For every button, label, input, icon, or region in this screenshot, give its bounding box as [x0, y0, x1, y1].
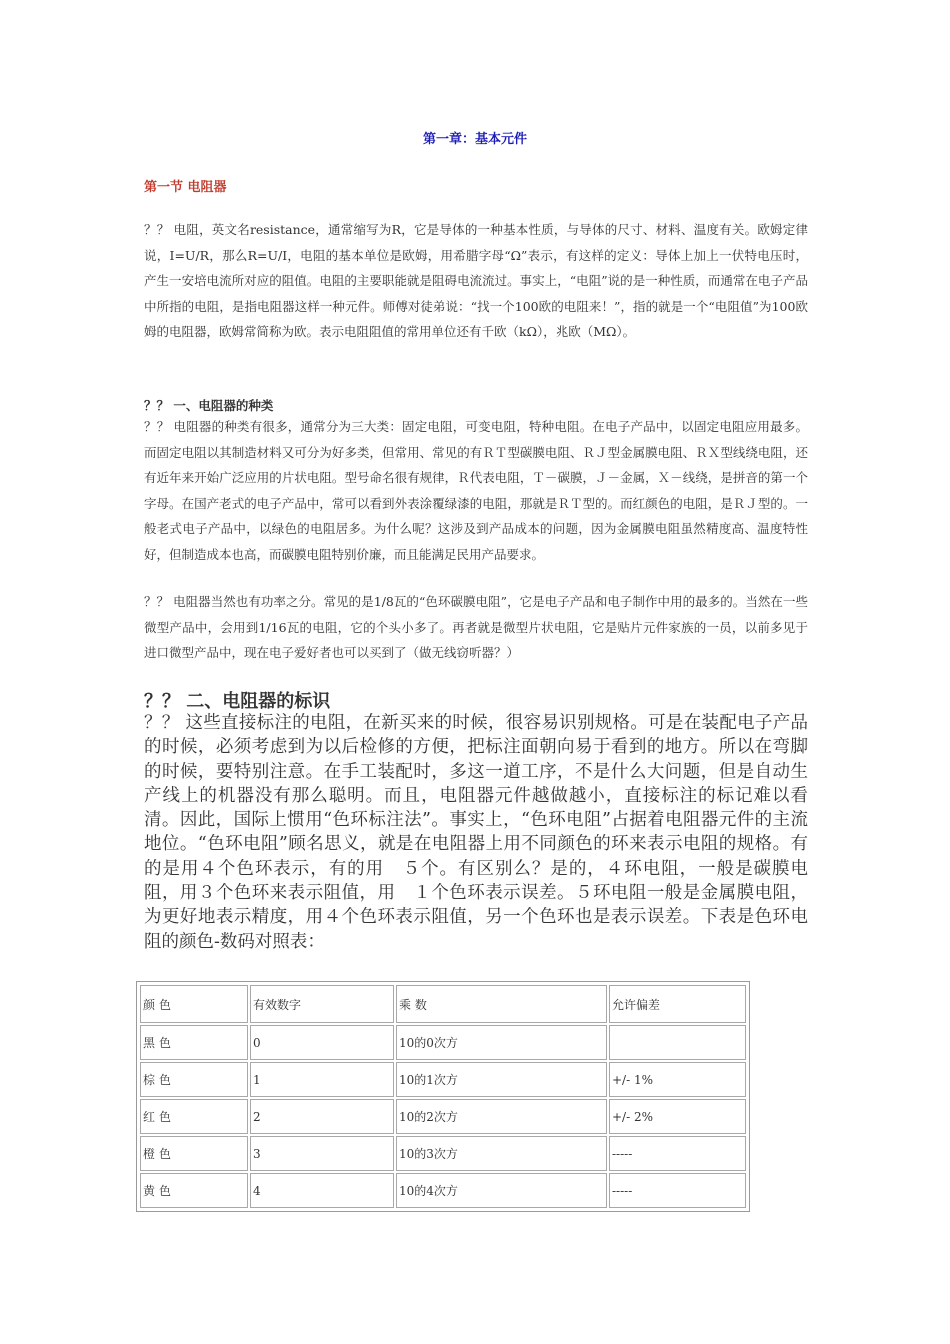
cell-color: 黑 色 [140, 1025, 248, 1060]
cell-color: 橙 色 [140, 1136, 248, 1171]
table-row [140, 1136, 746, 1171]
cell-multiplier: 10的3次方 [396, 1136, 607, 1171]
cell-digit: 4 [250, 1173, 394, 1208]
header-multiplier: 乘 数 [396, 985, 607, 1023]
table-header-row [140, 985, 746, 1023]
cell-multiplier: 10的1次方 [396, 1062, 607, 1097]
cell-multiplier: 10的2次方 [396, 1099, 607, 1134]
header-color: 颜 色 [140, 985, 248, 1023]
subsection-heading-types: ？？ 一、电阻器的种类 [144, 398, 274, 413]
chapter-title: 第一章：基本元件 [422, 132, 527, 147]
cell-tolerance: ----- [609, 1173, 746, 1208]
table-row [140, 1099, 746, 1134]
cell-tolerance: ----- [609, 1136, 746, 1171]
header-digit: 有效数字 [250, 985, 394, 1023]
cell-color: 黄 色 [140, 1173, 248, 1208]
header-tolerance: 允许偏差 [609, 985, 746, 1023]
intro-paragraph: ？？ 电阻，英文名resistance，通常缩写为R，它是导体的一种基本性质，与导体的尺寸、材料、温度有关。欧姆定律说，I=U/R，那么R=U/I，电阻的基本单位是欧姆，用希腊字母“Ω”表示，有这样的定义：导体上加上一伏特电压时，产生一安培电流所对应的阻值。电阻的主要职能就是阻碍电流流过。事实上，“电阻”说的是一种性质，而通常在电子产品中所指的电阻，是指电阻器这样一种元件。师傅对徒弟说：“找一个100欧的电阻来！”，指的就是一个“电阻值”为100欧姆的电阻器，欧姆常简称为欧。表示电阻阻值的常用单位还有千欧（kΩ），兆欧（MΩ）。 [144, 222, 808, 339]
table-row [140, 1062, 746, 1097]
types-paragraph-1: ？？ 电阻器的种类有很多，通常分为三大类：固定电阻，可变电阻，特种电阻。在电子产品中，以固定电阻应用最多。而固定电阻以其制造材料又可分为好多类，但常用、常见的有ＲＴ型碳膜电阻、ＲＪ型金属膜电阻、ＲＸ型线绕电阻，还有近年来开始广泛应用的片状电阻。型号命名很有规律，Ｒ代表电阻，Ｔ－碳膜，Ｊ－金属，Ｘ－线绕，是拼音的第一个字母。在国产老式的电子产品中，常可以看到外表涂覆绿漆的电阻，那就是ＲＴ型的。而红颜色的电阻，是ＲＪ型的。一般老式电子产品中，以绿色的电阻居多。为什么呢？这涉及到产品成本的问题，因为金属膜电阻虽然精度高、温度特性好，但制造成本也高，而碳膜电阻特别价廉，而且能满足民用产品要求。 [144, 419, 808, 562]
cell-digit: 1 [250, 1062, 394, 1097]
types-paragraph-2: ？？ 电阻器当然也有功率之分。常见的是1/8瓦的“色环碳膜电阻”，它是电子产品和电子制作中用的最多的。当然在一些微型产品中，会用到1/16瓦的电阻，它的个头小多了。再者就是微型片状电阻，它是贴片元件家族的一员，以前多见于进口微型产品中，现在电子爱好者也可以买到了（做无线窃听器？） [144, 594, 808, 660]
cell-digit: 0 [250, 1025, 394, 1060]
section-title: 第一节 电阻器 [144, 180, 227, 195]
cell-color: 棕 色 [140, 1062, 248, 1097]
table-row [140, 1025, 746, 1060]
cell-digit: 2 [250, 1099, 394, 1134]
cell-tolerance [609, 1025, 746, 1060]
table-row [140, 1173, 746, 1208]
color-code-table [136, 981, 750, 1212]
subsection-heading-marking: ？？ 二、电阻器的标识 [144, 691, 331, 712]
cell-multiplier: 10的0次方 [396, 1025, 607, 1060]
cell-tolerance: +/- 2% [609, 1099, 746, 1134]
cell-color: 红 色 [140, 1099, 248, 1134]
cell-multiplier: 10的4次方 [396, 1173, 607, 1208]
cell-tolerance: +/- 1% [609, 1062, 746, 1097]
cell-digit: 3 [250, 1136, 394, 1171]
marking-paragraph: ？？ 这些直接标注的电阻，在新买来的时候，很容易识别规格。可是在装配电子产品的时候，必须考虑到为以后检修的方便，把标注面朝向易于看到的地方。所以在弯脚的时候，要特别注意。在手工装配时，多这一道工序，不是什么大问题，但是自动生产线上的机器没有那么聪明。而且，电阻器元件越做越小，直接标注的标记难以看清。因此，国际上惯用“色环标注法”。事实上，“色环电阻”占据着电阻器元件的主流地位。“色环电阻”顾名思义，就是在电阻器上用不同颜色的环来表示电阻的规格。有的是用４个色环表示，有的用 ５个。有区别么？是的，４环电阻，一般是碳膜电阻，用３个色环来表示阻值，用 １个色环表示误差。５环电阻一般是金属膜电阻，为更好地表示精度，用４个色环表示阻值，另一个色环也是表示误差。下表是色环电阻的颜色-数码对照表： [144, 713, 808, 952]
